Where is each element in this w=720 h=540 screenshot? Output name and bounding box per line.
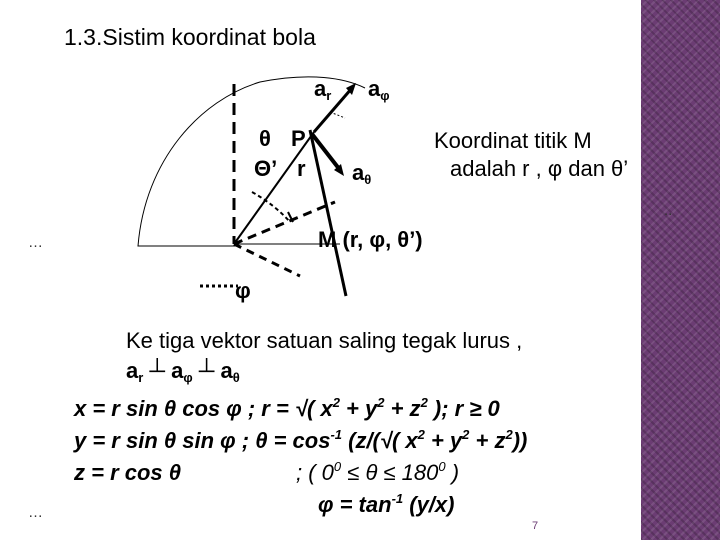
slide-title: 1.3.Sistim koordinat bola: [64, 24, 316, 50]
ellipsis-right: ..: [664, 202, 673, 219]
eq-y: y = r sin θ sin φ ; $\theta = \cos^{-1} (z/(√$( $x^2 + y^2 + z^2$)): [74, 427, 528, 453]
page-number: 7: [532, 520, 539, 532]
body-line-1: Ke tiga vektor satuan saling tegak lurus ,: [126, 328, 523, 353]
theta-label: θ: [259, 126, 271, 151]
ellipsis-left-bottom: …: [28, 504, 43, 521]
body-line-2: $a_r$ ┴ $a_\varphi$ ┴ $a_\theta$: [126, 358, 240, 385]
atheta-label: $a_\theta$: [352, 160, 372, 187]
ellipsis-left-top: …: [28, 234, 43, 251]
p-label: P: [291, 126, 306, 151]
eq-z: z = r cos θ: [74, 460, 182, 485]
note-line-2: adalah r , φ dan θ’: [450, 156, 629, 181]
eq-x: x = r sin θ cos φ ; r = √( $x^2 + y^2 + z^2$ ); r ≥ 0: [74, 395, 500, 421]
ar-label: $a_r$: [314, 76, 332, 103]
phi-label: φ: [235, 278, 251, 303]
aphi-label: $a_\varphi$: [368, 76, 390, 103]
theta-prime-label: Θ’: [254, 156, 278, 181]
m-label: M (r, φ, θ’): [318, 227, 423, 252]
eq-theta-range: ; ( $0^0 \le \theta \le 180^0$ ): [296, 459, 460, 485]
eq-phi: $\varphi = \tan^{-1} (y/x)$: [318, 491, 455, 517]
phi-projection-line: [234, 244, 300, 276]
note-line-1: Koordinat titik M: [434, 128, 592, 153]
theta-arc: [252, 192, 290, 222]
r-label: r: [297, 156, 306, 181]
